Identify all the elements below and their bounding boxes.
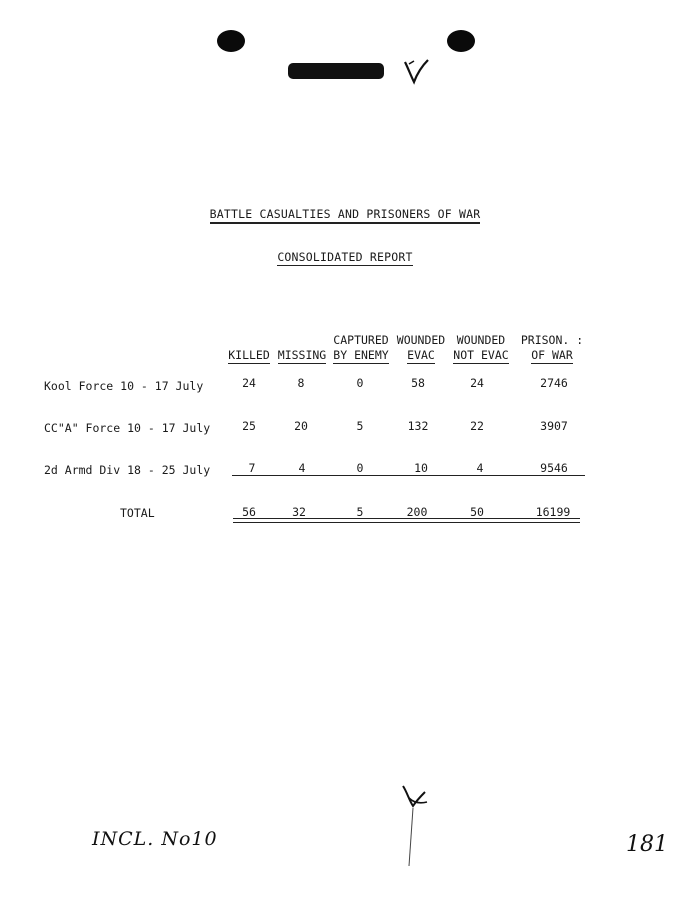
table-cell: 132 (407, 419, 429, 433)
table-cell: 5 (356, 419, 364, 433)
col-header-killed: KILLED (228, 348, 270, 362)
table-cell: 9546 (540, 461, 568, 475)
table-cell: 22 (470, 419, 484, 433)
row-label-kool-force: Kool Force 10 - 17 July (44, 379, 204, 393)
table-cell: 25 (242, 419, 256, 433)
checkmark-icon (402, 56, 430, 86)
row-label-cca-force: CC"A" Force 10 - 17 July (44, 421, 211, 435)
table-cell: 4 (476, 461, 484, 475)
table-cell: 10 (414, 461, 428, 475)
row-label-total: TOTAL (120, 506, 155, 520)
punch-hole-left (217, 30, 245, 52)
col-header-missing: MISSING (277, 348, 327, 362)
document-title: BATTLE CASUALTIES AND PRISONERS OF WAR (0, 207, 690, 224)
document-subtitle: CONSOLIDATED REPORT (277, 250, 413, 264)
total-double-rule-top (233, 518, 580, 519)
col-header-wounded-not-evac: WOUNDED NOT EVAC (453, 333, 509, 362)
total-cell: 50 (470, 505, 484, 519)
handwritten-initials-mark (395, 778, 435, 868)
col-header-wounded-evac: WOUNDED EVAC (396, 333, 446, 362)
table-cell: 8 (297, 376, 305, 390)
table-cell: 0 (356, 461, 364, 475)
total-cell: 32 (292, 505, 306, 519)
table-cell: 4 (298, 461, 306, 475)
row-label-2d-armd-div: 2d Armd Div 18 - 25 July (44, 463, 211, 477)
table-cell: 2746 (540, 376, 568, 390)
table-cell: 0 (356, 376, 364, 390)
subtotal-rule (232, 475, 585, 476)
table-cell: 20 (294, 419, 308, 433)
total-cell: 5 (356, 505, 364, 519)
redaction-bar (288, 63, 384, 79)
total-cell: 16199 (535, 505, 571, 519)
incl-annotation: INCL. No10 (92, 828, 218, 850)
table-cell: 24 (470, 376, 484, 390)
punch-hole-right (447, 30, 475, 52)
table-cell: 58 (411, 376, 425, 390)
page-number: 181 (626, 832, 668, 857)
table-cell: 24 (242, 376, 256, 390)
col-header-captured: CAPTURED BY ENEMY (333, 333, 389, 362)
table-cell: 3907 (540, 419, 568, 433)
total-cell: 56 (242, 505, 256, 519)
total-cell: 200 (406, 505, 428, 519)
total-double-rule-bottom (233, 522, 580, 523)
col-header-prisoners: PRISON. : OF WAR (520, 333, 584, 362)
table-cell: 7 (248, 461, 256, 475)
